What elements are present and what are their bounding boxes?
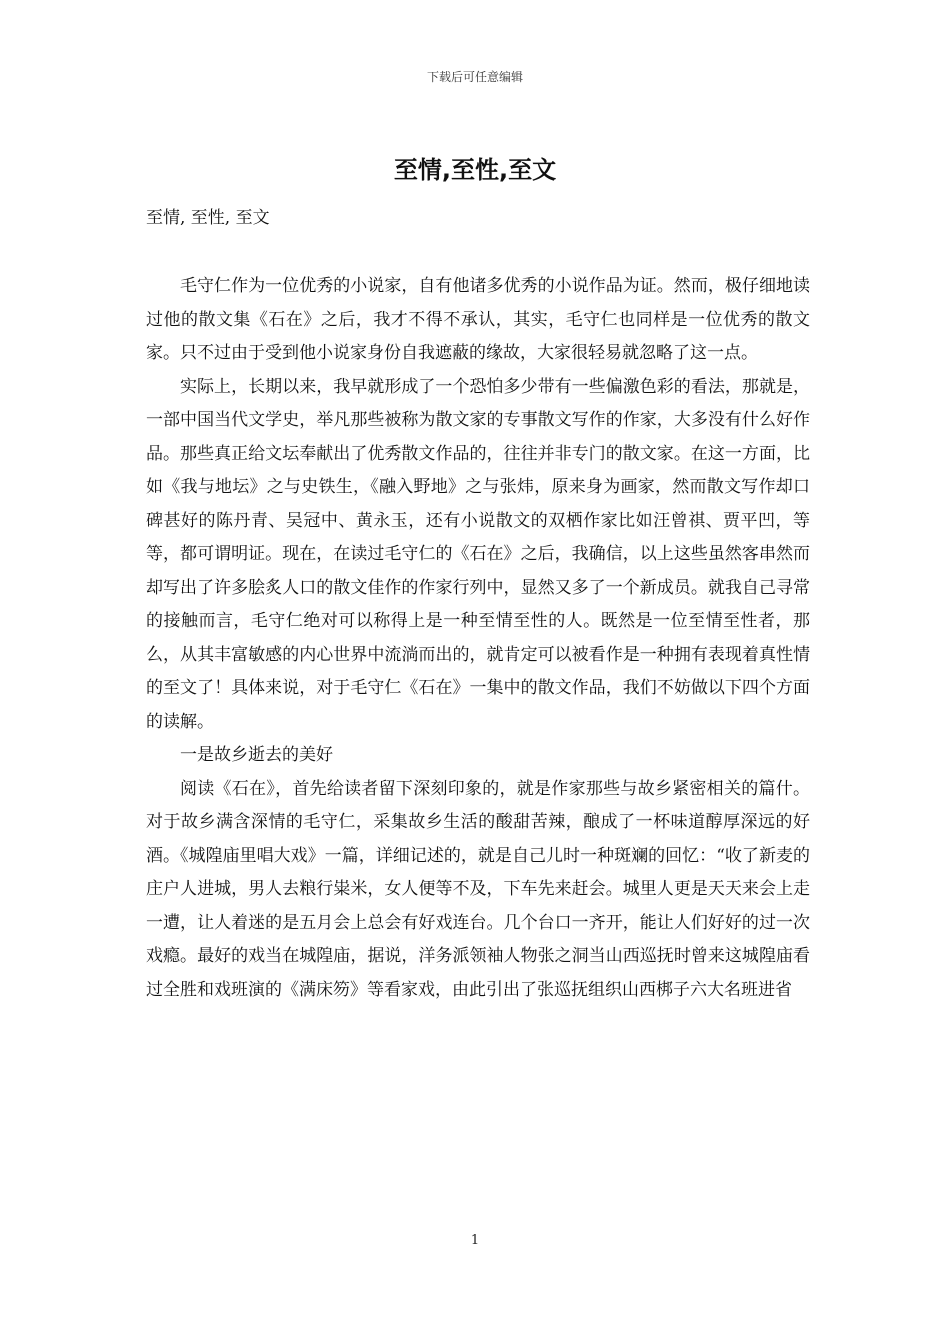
page-header: 下载后可任意编辑 <box>426 70 523 84</box>
paragraph: 实际上，长期以来，我早就形成了一个恐怕多少带有一些偏激色彩的看法，那就是，一部中国当代文学史，举凡那些被称为散文家的专事散文写作的作家，大多没有什么好作品。那些真正给文坛奉献出了优秀散文作品的，往往并非专门的散文家。在这一方面，比如《我与地坛》之与史铁生，《融入野地》之与张炜，原来身为画家，然而散文写作却口碑甚好的陈丹青、吴冠中、黄永玉，还有小说散文的双栖作家比如汪曾祺、贾平凹，等等，都可谓明证。现在，在读过毛守仁的《石在》之后，我确信，以上这些虽然客串然而却写出了许多脍炙人口的散文佳作的作家行列中，显然又多了一个新成员。就我自己寻常的接触而言，毛守仁绝对可以称得上是一种至情至性的人。既然是一位至情至性者，那么，从其丰富敏感的内心世界中流淌而出的，就肯定可以被看作是一种拥有表现着真性情的至文了！具体来说，对于毛守仁《石在》一集中的散文作品，我们不妨做以下四个方面的读解。 <box>146 376 810 732</box>
section-heading: 一是故乡逝去的美好 <box>180 745 333 765</box>
document-title: 至情,至性,至文 <box>393 156 557 184</box>
paragraph: 阅读《石在》，首先给读者留下深刻印象的，就是作家那些与故乡紧密相关的篇什。对于故乡满含深情的毛守仁，采集故乡生活的酸甜苦辣，酿成了一杯味道醇厚深远的好酒。《城隍庙里唱大戏》一篇，详细记述的，就是自己儿时一种斑斓的回忆：“收了新麦的庄户人进城，男人去粮行粜米，女人便等不及，下车先来赶会。城里人更是天天来会上走一遭，让人着迷的是五月会上总会有好戏连台。几个台口一齐开，能让人们好好的过一次戏瘾。最好的戏当在城隍庙，据说，洋务派领袖人物张之洞当山西巡抚时曾来这城隍庙看过全胜和戏班演的《满床笏》等看家戏，由此引出了张巡抚组织山西梆子六大名班进省 <box>146 778 810 1000</box>
document-subtitle: 至情, 至性, 至文 <box>146 208 270 228</box>
paragraph: 毛守仁作为一位优秀的小说家，自有他诸多优秀的小说作品为证。然而，极仔细地读过他的散文集《石在》之后，我才不得不承认，其实，毛守仁也同样是一位优秀的散文家。只不过由于受到他小说家身份自我遮蔽的缘故，大家很轻易就忽略了这一点。 <box>146 276 810 363</box>
document-body <box>146 270 810 1007</box>
page-number: 1 <box>470 1233 480 1248</box>
